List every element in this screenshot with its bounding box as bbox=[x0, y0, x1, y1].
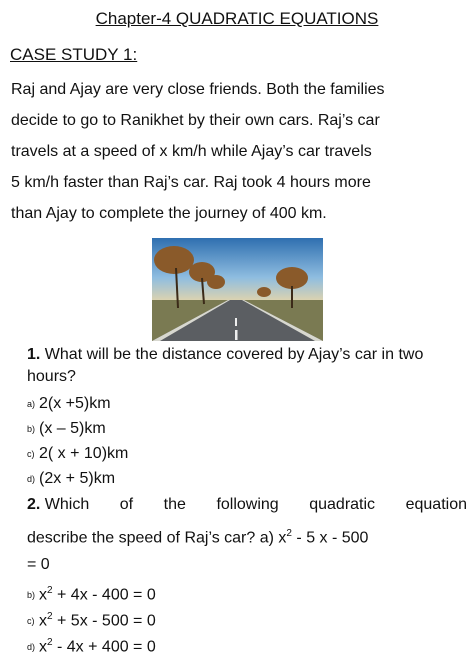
question-word: of bbox=[119, 496, 134, 513]
exponent: 2 bbox=[286, 528, 292, 539]
question-text: describe the speed of Raj’s car? a) x bbox=[27, 529, 287, 547]
option-text: + 4x - 400 = 0 bbox=[52, 586, 156, 604]
q1-option-b bbox=[27, 420, 106, 438]
question-word: Which bbox=[44, 496, 90, 513]
question-word: following bbox=[216, 496, 279, 513]
q1-option-d bbox=[27, 470, 115, 488]
option-label: c) bbox=[27, 448, 35, 459]
passage-line: Raj and Ajay are very close friends. Both the families bbox=[11, 81, 385, 98]
question-text: - 5 x - 500 bbox=[291, 529, 369, 547]
passage-line: decide to go to Ranikhet by their own cars. Raj’s car bbox=[11, 112, 380, 129]
question-1 bbox=[27, 346, 467, 386]
q2-option-d bbox=[27, 637, 156, 656]
question-word: quadratic bbox=[309, 496, 376, 513]
exponent: 2 bbox=[47, 585, 53, 596]
case-study-passage bbox=[11, 80, 467, 235]
question-2 bbox=[27, 496, 467, 574]
option-text: (x – 5)km bbox=[39, 420, 106, 437]
option-text: (2x + 5)km bbox=[39, 470, 116, 487]
case-study-heading: CASE STUDY 1: bbox=[10, 45, 138, 64]
question-word: the bbox=[163, 496, 186, 513]
question-text: What will be the distance covered by Ajay’s car in two bbox=[40, 346, 424, 363]
option-label: a) bbox=[27, 398, 36, 409]
road-landscape-image bbox=[152, 238, 323, 341]
question-number: 2. bbox=[27, 496, 41, 513]
option-text: x bbox=[39, 586, 47, 604]
road-photo-illustration bbox=[152, 238, 323, 341]
option-label: b) bbox=[27, 590, 36, 601]
question-text-continued: hours? bbox=[27, 368, 76, 385]
option-label: d) bbox=[27, 642, 36, 653]
option-text: x bbox=[39, 612, 47, 630]
passage-line: than Ajay to complete the journey of 400 km. bbox=[11, 205, 327, 222]
q1-option-c bbox=[27, 445, 128, 463]
option-text: 2(x +5)km bbox=[39, 395, 111, 412]
chapter-title: Chapter-4 QUADRATIC EQUATIONS bbox=[95, 9, 379, 28]
question-text-continued: = 0 bbox=[27, 556, 50, 573]
q1-option-a bbox=[27, 395, 111, 413]
question-word: equation bbox=[405, 496, 467, 513]
option-label: d) bbox=[27, 473, 36, 484]
option-text: x bbox=[39, 638, 47, 656]
option-text: + 5x - 500 = 0 bbox=[52, 612, 156, 630]
exponent: 2 bbox=[47, 611, 53, 622]
q2-option-c bbox=[27, 611, 156, 630]
passage-line: 5 km/h faster than Raj’s car. Raj took 4 hours more bbox=[11, 174, 371, 191]
question-number: 1. bbox=[27, 346, 41, 363]
option-label: b) bbox=[27, 423, 36, 434]
q2-option-b bbox=[27, 585, 156, 604]
option-label: c) bbox=[27, 616, 35, 627]
passage-line: travels at a speed of x km/h while Ajay’s car travels bbox=[11, 143, 372, 160]
option-text: 2( x + 10)km bbox=[39, 445, 129, 462]
exponent: 2 bbox=[47, 637, 53, 648]
option-text: - 4x + 400 = 0 bbox=[52, 638, 156, 656]
